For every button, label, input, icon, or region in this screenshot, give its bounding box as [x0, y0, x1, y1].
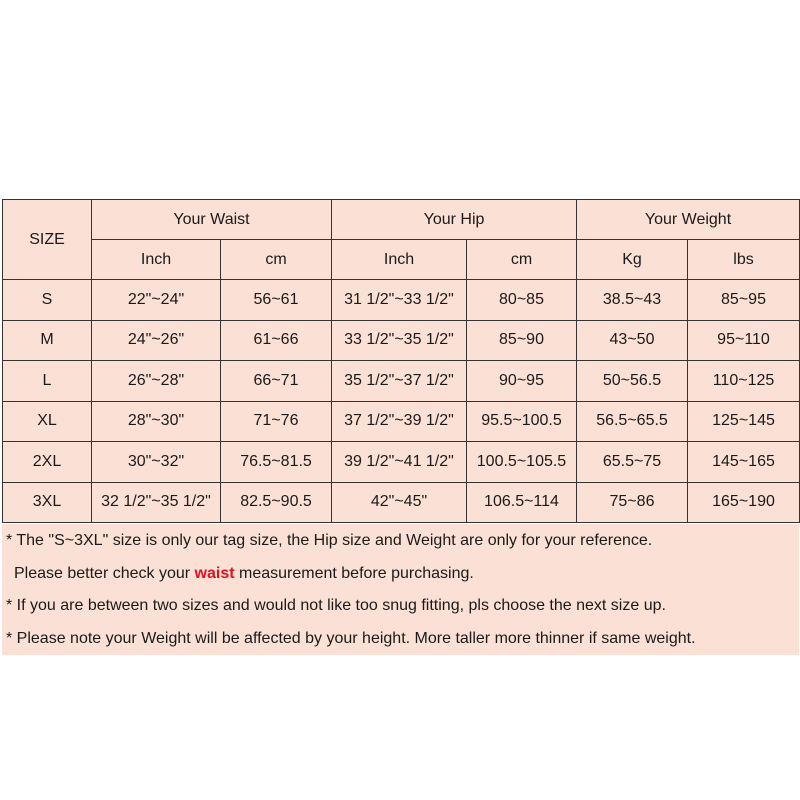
size-cell: S — [3, 280, 92, 321]
hip-inch-cell: 39 1/2"~41 1/2" — [332, 442, 467, 483]
weight-kg-cell: 65.5~75 — [577, 442, 688, 483]
hip-inch-cell: 42"~45" — [332, 482, 467, 523]
waist-inch-cell: 26"~28" — [92, 361, 221, 402]
weight-header: Your Weight — [577, 200, 800, 240]
note-check-waist-pre: Please better check your — [14, 564, 195, 582]
subheader-waist-cm: cm — [221, 240, 332, 280]
weight-lbs-cell: 125~145 — [688, 401, 800, 442]
table-subheader-row — [3, 240, 800, 280]
table-row — [3, 320, 800, 361]
weight-kg-cell: 56.5~65.5 — [577, 401, 688, 442]
note-weight-height: * Please note your Weight will be affected by your height. More taller more thinner if same weight. — [6, 629, 696, 647]
size-notes — [2, 524, 799, 655]
waist-cm-cell: 66~71 — [221, 361, 332, 402]
waist-inch-cell: 32 1/2"~35 1/2" — [92, 482, 221, 523]
weight-lbs-cell: 110~125 — [688, 361, 800, 402]
table-row — [3, 361, 800, 402]
size-cell: 3XL — [3, 482, 92, 523]
hip-inch-cell: 31 1/2"~33 1/2" — [332, 280, 467, 321]
hip-cm-cell: 85~90 — [467, 320, 577, 361]
subheader-waist-inch: Inch — [92, 240, 221, 280]
weight-lbs-cell: 95~110 — [688, 320, 800, 361]
table-row — [3, 401, 800, 442]
waist-inch-cell: 28"~30" — [92, 401, 221, 442]
hip-header: Your Hip — [332, 200, 577, 240]
weight-lbs-cell: 145~165 — [688, 442, 800, 483]
size-chart-table — [2, 199, 800, 523]
table-row — [3, 280, 800, 321]
note-tag-size: * The "S~3XL" size is only our tag size, the Hip size and Weight are only for your reference. — [6, 532, 653, 549]
waist-inch-cell: 22"~24" — [92, 280, 221, 321]
weight-lbs-cell: 85~95 — [688, 280, 800, 321]
waist-cm-cell: 82.5~90.5 — [221, 482, 332, 523]
hip-inch-cell: 37 1/2"~39 1/2" — [332, 401, 467, 442]
hip-cm-cell: 100.5~105.5 — [467, 442, 577, 483]
subheader-weight-lbs: lbs — [688, 240, 800, 280]
note-check-waist — [2, 562, 799, 595]
weight-kg-cell: 43~50 — [577, 320, 688, 361]
waist-cm-cell: 76.5~81.5 — [221, 442, 332, 483]
size-cell: XL — [3, 401, 92, 442]
table-row — [3, 482, 800, 523]
waist-cm-cell: 56~61 — [221, 280, 332, 321]
size-header: SIZE — [3, 200, 92, 280]
size-cell: M — [3, 320, 92, 361]
table-row — [3, 442, 800, 483]
waist-inch-cell: 24"~26" — [92, 320, 221, 361]
note-between-sizes: * If you are between two sizes and would not like too snug fitting, pls choose the next size up. — [6, 597, 666, 614]
weight-lbs-cell: 165~190 — [688, 482, 800, 523]
subheader-weight-kg: Kg — [577, 240, 688, 280]
hip-inch-cell: 33 1/2"~35 1/2" — [332, 320, 467, 361]
waist-header: Your Waist — [92, 200, 332, 240]
note-check-waist-post: measurement before purchasing. — [234, 564, 474, 582]
hip-cm-cell: 80~85 — [467, 280, 577, 321]
table-header-row — [3, 200, 800, 240]
weight-kg-cell: 50~56.5 — [577, 361, 688, 402]
waist-cm-cell: 71~76 — [221, 401, 332, 442]
hip-cm-cell: 90~95 — [467, 361, 577, 402]
weight-kg-cell: 38.5~43 — [577, 280, 688, 321]
hip-cm-cell: 106.5~114 — [467, 482, 577, 523]
size-cell: L — [3, 361, 92, 402]
waist-highlight: waist — [194, 564, 235, 582]
size-cell: 2XL — [3, 442, 92, 483]
subheader-hip-inch: Inch — [332, 240, 467, 280]
weight-kg-cell: 75~86 — [577, 482, 688, 523]
subheader-hip-cm: cm — [467, 240, 577, 280]
hip-cm-cell: 95.5~100.5 — [467, 401, 577, 442]
waist-inch-cell: 30"~32" — [92, 442, 221, 483]
waist-cm-cell: 61~66 — [221, 320, 332, 361]
hip-inch-cell: 35 1/2"~37 1/2" — [332, 361, 467, 402]
